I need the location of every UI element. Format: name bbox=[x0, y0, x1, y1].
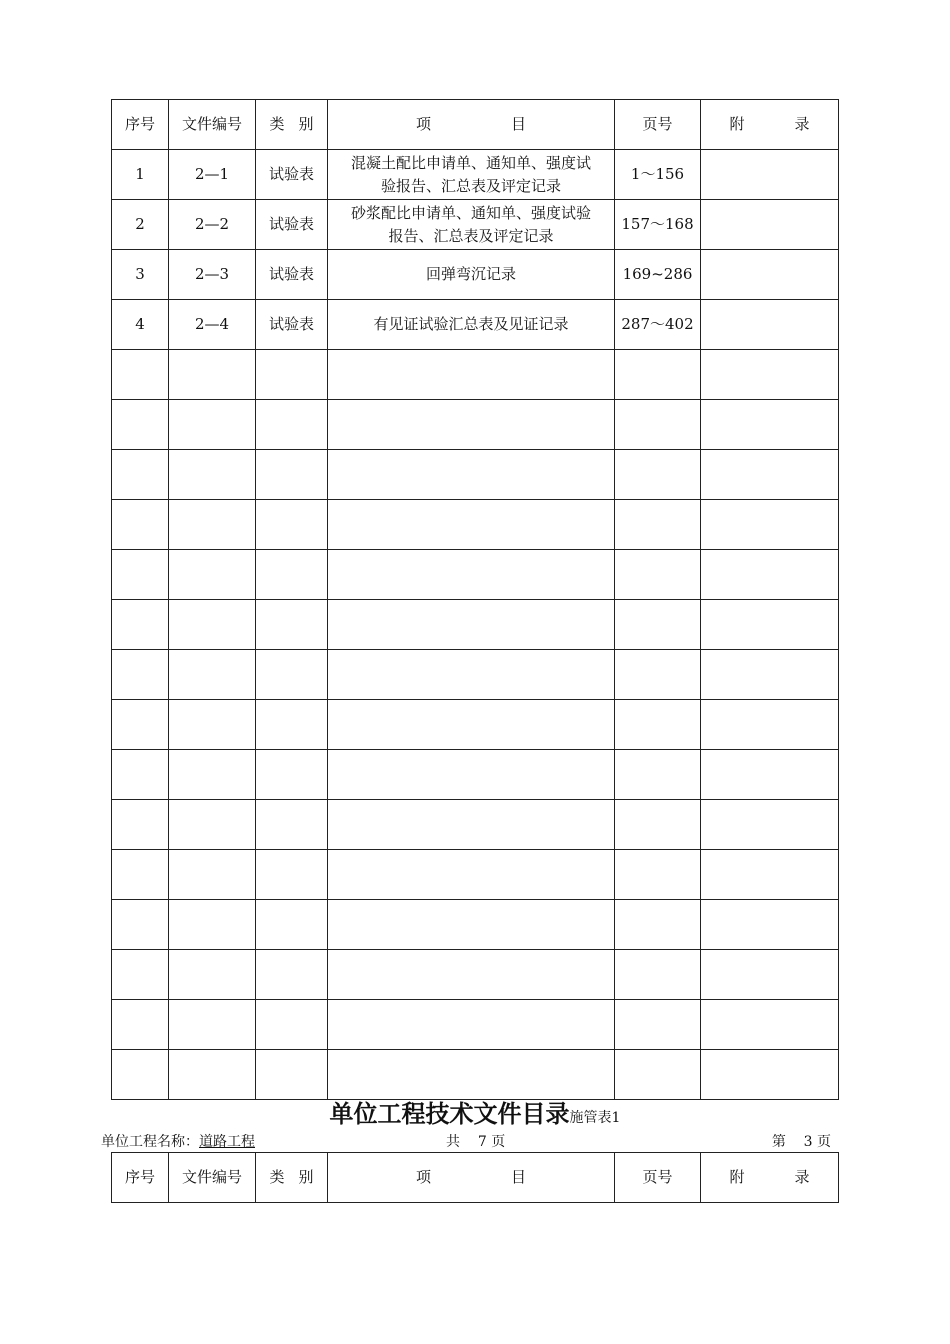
cell-appendix bbox=[701, 700, 839, 750]
cell-page bbox=[615, 950, 701, 1000]
table-row bbox=[112, 150, 839, 200]
cell-file-no bbox=[169, 950, 256, 1000]
cell-type bbox=[256, 500, 328, 550]
cell-page bbox=[615, 450, 701, 500]
empty-table-row bbox=[112, 550, 839, 600]
empty-table-row bbox=[112, 1050, 839, 1100]
cell-page bbox=[615, 600, 701, 650]
item-line: 报告、汇总表及评定记录 bbox=[388, 226, 554, 245]
cell-item bbox=[328, 500, 615, 550]
cell-seq bbox=[112, 1050, 169, 1100]
table-row bbox=[112, 200, 839, 250]
document-meta bbox=[101, 1131, 831, 1151]
form-number: 施管表1 bbox=[569, 1110, 621, 1126]
header-appendix: 附 录 bbox=[701, 100, 839, 150]
cell-type bbox=[256, 1050, 328, 1100]
cell-appendix bbox=[701, 200, 839, 250]
header-appendix: 附 录 bbox=[701, 1153, 839, 1203]
header-file-no: 文件编号 bbox=[169, 1153, 256, 1203]
cell-page bbox=[615, 800, 701, 850]
cell-seq bbox=[112, 1000, 169, 1050]
header-file-no: 文件编号 bbox=[169, 100, 256, 150]
empty-table-row bbox=[112, 500, 839, 550]
document-title bbox=[0, 1094, 950, 1129]
empty-table-row bbox=[112, 700, 839, 750]
empty-table-row bbox=[112, 450, 839, 500]
cell-appendix bbox=[701, 250, 839, 300]
cell-type: 试验表 bbox=[256, 150, 328, 200]
table-row bbox=[112, 300, 839, 350]
cell-item bbox=[328, 850, 615, 900]
item-line: 验报告、汇总表及评定记录 bbox=[380, 176, 561, 195]
cell-appendix bbox=[701, 300, 839, 350]
cell-item bbox=[328, 1000, 615, 1050]
cell-item bbox=[328, 700, 615, 750]
cell-seq bbox=[112, 950, 169, 1000]
empty-table-row bbox=[112, 950, 839, 1000]
cell-seq: 2 bbox=[112, 200, 169, 250]
cell-item bbox=[328, 1050, 615, 1100]
cell-file-no bbox=[169, 450, 256, 500]
cell-page bbox=[615, 400, 701, 450]
cell-seq bbox=[112, 850, 169, 900]
cell-item bbox=[328, 600, 615, 650]
cell-seq bbox=[112, 750, 169, 800]
cell-type bbox=[256, 850, 328, 900]
cell-page bbox=[615, 1050, 701, 1100]
cell-item bbox=[328, 400, 615, 450]
header-type: 类 别 bbox=[256, 1153, 328, 1203]
cell-type bbox=[256, 600, 328, 650]
cell-seq bbox=[112, 650, 169, 700]
cell-file-no bbox=[169, 700, 256, 750]
cell-item bbox=[328, 200, 615, 250]
cell-page: 169~286 bbox=[615, 250, 701, 300]
cell-seq bbox=[112, 900, 169, 950]
cell-file-no: 2—3 bbox=[169, 250, 256, 300]
cell-type bbox=[256, 650, 328, 700]
project-name: 道路工程 bbox=[199, 1134, 255, 1150]
empty-table-row bbox=[112, 850, 839, 900]
header-page: 页号 bbox=[615, 1153, 701, 1203]
cell-file-no bbox=[169, 650, 256, 700]
cell-item bbox=[328, 800, 615, 850]
project-info bbox=[101, 1131, 255, 1151]
cell-type bbox=[256, 1000, 328, 1050]
cell-appendix bbox=[701, 450, 839, 500]
cell-page: 287～402 bbox=[615, 300, 701, 350]
cell-item bbox=[328, 450, 615, 500]
cell-file-no bbox=[169, 550, 256, 600]
cell-page bbox=[615, 1000, 701, 1050]
cell-file-no bbox=[169, 500, 256, 550]
cell-appendix bbox=[701, 1050, 839, 1100]
cell-item bbox=[328, 900, 615, 950]
empty-table-row bbox=[112, 900, 839, 950]
cell-appendix bbox=[701, 600, 839, 650]
cell-file-no bbox=[169, 850, 256, 900]
cell-type bbox=[256, 400, 328, 450]
cell-item bbox=[328, 950, 615, 1000]
cell-appendix bbox=[701, 750, 839, 800]
header-type: 类 别 bbox=[256, 100, 328, 150]
cell-page bbox=[615, 350, 701, 400]
cell-file-no bbox=[169, 1000, 256, 1050]
cell-type: 试验表 bbox=[256, 200, 328, 250]
cell-page bbox=[615, 850, 701, 900]
cell-appendix bbox=[701, 800, 839, 850]
current-page: 第 3 页 bbox=[771, 1134, 831, 1150]
cell-appendix bbox=[701, 550, 839, 600]
cell-seq bbox=[112, 400, 169, 450]
project-label: 单位工程名称： bbox=[101, 1134, 199, 1150]
header-seq: 序号 bbox=[112, 100, 169, 150]
item-line: 混凝土配比申请单、通知单、强度试 bbox=[350, 153, 591, 172]
cell-appendix bbox=[701, 1000, 839, 1050]
header-item: 项 目 bbox=[328, 100, 615, 150]
item-line: 砂浆配比申请单、通知单、强度试验 bbox=[350, 203, 591, 222]
cell-item: 回弹弯沉记录 bbox=[328, 250, 615, 300]
cell-appendix bbox=[701, 500, 839, 550]
cell-page: 157～168 bbox=[615, 200, 701, 250]
next-page-header-table bbox=[111, 1152, 839, 1203]
title-main: 单位工程技术文件目录 bbox=[329, 1099, 570, 1128]
empty-table-row bbox=[112, 400, 839, 450]
total-pages: 共 7 页 bbox=[446, 1134, 506, 1150]
cell-type bbox=[256, 750, 328, 800]
empty-table-row bbox=[112, 800, 839, 850]
empty-table-row bbox=[112, 350, 839, 400]
cell-appendix bbox=[701, 350, 839, 400]
cell-seq bbox=[112, 450, 169, 500]
cell-seq bbox=[112, 700, 169, 750]
cell-page: 1～156 bbox=[615, 150, 701, 200]
cell-item: 有见证试验汇总表及见证记录 bbox=[328, 300, 615, 350]
cell-file-no bbox=[169, 1050, 256, 1100]
cell-seq bbox=[112, 800, 169, 850]
cell-type bbox=[256, 550, 328, 600]
cell-appendix bbox=[701, 400, 839, 450]
cell-item bbox=[328, 650, 615, 700]
cell-file-no bbox=[169, 350, 256, 400]
cell-seq: 3 bbox=[112, 250, 169, 300]
cell-type: 试验表 bbox=[256, 250, 328, 300]
cell-file-no: 2—4 bbox=[169, 300, 256, 350]
cell-type bbox=[256, 700, 328, 750]
cell-type bbox=[256, 900, 328, 950]
catalog-table bbox=[111, 99, 839, 1100]
cell-seq: 4 bbox=[112, 300, 169, 350]
cell-appendix bbox=[701, 950, 839, 1000]
cell-file-no bbox=[169, 800, 256, 850]
empty-table-row bbox=[112, 1000, 839, 1050]
cell-file-no bbox=[169, 750, 256, 800]
cell-page bbox=[615, 550, 701, 600]
table-row bbox=[112, 250, 839, 300]
table-header-row bbox=[112, 1153, 839, 1203]
empty-table-row bbox=[112, 650, 839, 700]
cell-type bbox=[256, 350, 328, 400]
cell-item bbox=[328, 550, 615, 600]
cell-seq bbox=[112, 350, 169, 400]
cell-file-no bbox=[169, 400, 256, 450]
cell-type: 试验表 bbox=[256, 300, 328, 350]
empty-table-row bbox=[112, 600, 839, 650]
cell-seq bbox=[112, 550, 169, 600]
cell-item bbox=[328, 350, 615, 400]
cell-file-no bbox=[169, 600, 256, 650]
cell-seq bbox=[112, 600, 169, 650]
cell-appendix bbox=[701, 150, 839, 200]
cell-item bbox=[328, 750, 615, 800]
header-item: 项 目 bbox=[328, 1153, 615, 1203]
cell-appendix bbox=[701, 850, 839, 900]
cell-file-no: 2—1 bbox=[169, 150, 256, 200]
cell-type bbox=[256, 950, 328, 1000]
cell-type bbox=[256, 800, 328, 850]
cell-page bbox=[615, 650, 701, 700]
cell-seq bbox=[112, 500, 169, 550]
cell-appendix bbox=[701, 900, 839, 950]
table-header-row bbox=[112, 100, 839, 150]
header-page: 页号 bbox=[615, 100, 701, 150]
header-seq: 序号 bbox=[112, 1153, 169, 1203]
empty-table-row bbox=[112, 750, 839, 800]
cell-appendix bbox=[701, 650, 839, 700]
cell-seq: 1 bbox=[112, 150, 169, 200]
cell-type bbox=[256, 450, 328, 500]
cell-page bbox=[615, 700, 701, 750]
cell-page bbox=[615, 500, 701, 550]
cell-item bbox=[328, 150, 615, 200]
cell-file-no bbox=[169, 900, 256, 950]
cell-file-no: 2—2 bbox=[169, 200, 256, 250]
cell-page bbox=[615, 750, 701, 800]
cell-page bbox=[615, 900, 701, 950]
